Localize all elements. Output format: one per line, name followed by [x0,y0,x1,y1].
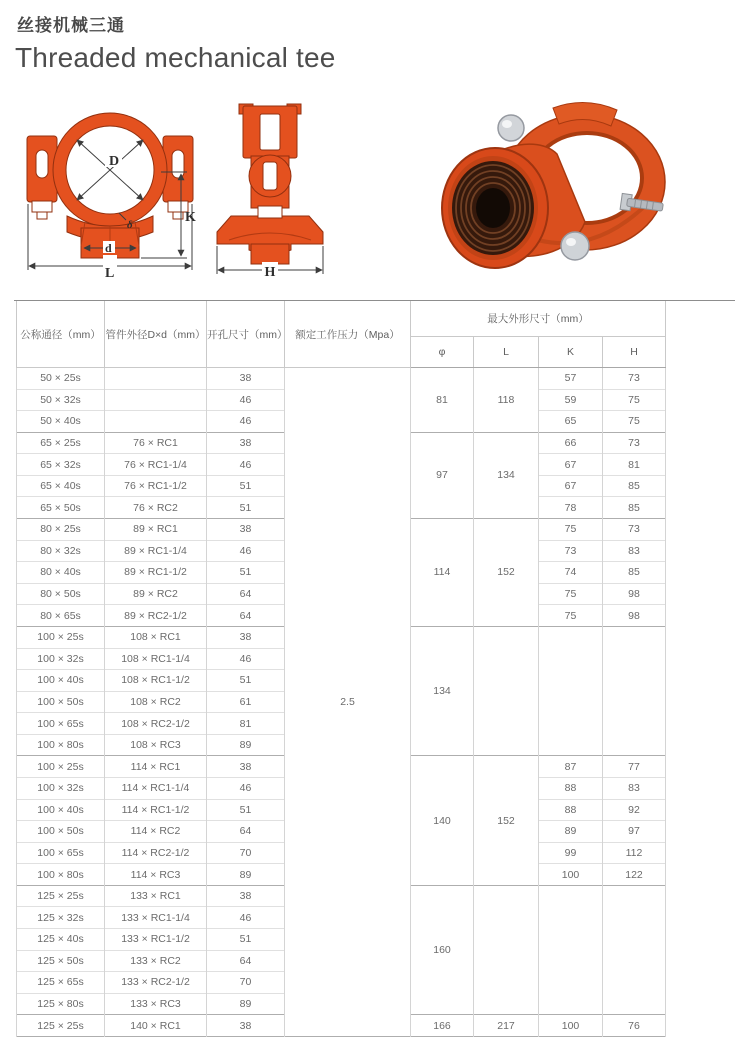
cell-h: 98 [603,605,666,627]
cell-k: 87 [539,756,603,778]
cell-hole-size: 64 [207,605,285,627]
cell-outer-diameter: 140 × RC1 [105,1015,207,1037]
cell-nominal-size: 100 × 40s [17,799,105,821]
cell-nominal-size: 65 × 32s [17,454,105,476]
cell-l: 152 [474,519,539,627]
cell-k: 73 [539,540,603,562]
cell-hole-size: 64 [207,821,285,843]
cell-l: 134 [474,432,539,518]
subheader-h: H [603,337,666,368]
cell-nominal-size: 100 × 65s [17,842,105,864]
cell-outer-diameter: 89 × RC1 [105,519,207,541]
header-working-pressure: 额定工作压力（Mpa） [285,301,411,368]
cell-hole-size: 61 [207,691,285,713]
cell-k: 100 [539,1015,603,1037]
cell-hole-size: 46 [207,454,285,476]
cell-h [603,885,666,1014]
cell-nominal-size: 50 × 25s [17,368,105,390]
cell-hole-size: 38 [207,885,285,907]
subheader-l: L [474,337,539,368]
cell-hole-size: 38 [207,368,285,390]
cell-k: 89 [539,821,603,843]
cell-hole-size: 70 [207,972,285,994]
cell-k: 57 [539,368,603,390]
table-header-row [17,301,666,337]
cell-nominal-size: 50 × 40s [17,411,105,433]
cell-h: 85 [603,475,666,497]
header-outer-diameter: 管件外径D×d（mm） [105,301,207,368]
cell-k: 67 [539,454,603,476]
dimension-label-H: H [264,265,276,280]
cell-outer-diameter: 133 × RC3 [105,993,207,1015]
cell-hole-size: 51 [207,497,285,519]
cell-outer-diameter: 133 × RC2-1/2 [105,972,207,994]
cell-hole-size: 51 [207,670,285,692]
cell-outer-diameter: 114 × RC1-1/2 [105,799,207,821]
subheader-k: K [539,337,603,368]
cell-hole-size: 38 [207,756,285,778]
cell-phi: 114 [411,519,474,627]
spec-table [16,301,666,1037]
cell-nominal-size: 100 × 25s [17,756,105,778]
cell-phi: 140 [411,756,474,885]
cell-h: 73 [603,432,666,454]
cell-k: 100 [539,864,603,886]
cell-k: 67 [539,475,603,497]
cell-k [539,885,603,1014]
cell-nominal-size: 125 × 32s [17,907,105,929]
cell-nominal-size: 80 × 50s [17,583,105,605]
cell-outer-diameter: 133 × RC1-1/4 [105,907,207,929]
cell-h [603,626,666,755]
product-photo [435,92,670,292]
cell-phi: 97 [411,432,474,518]
cell-k: 88 [539,799,603,821]
cell-hole-size: 38 [207,519,285,541]
cell-hole-size: 38 [207,432,285,454]
cell-outer-diameter: 108 × RC2-1/2 [105,713,207,735]
cell-phi: 160 [411,885,474,1014]
dimension-label-D: D [109,154,120,169]
bolt-top [498,115,524,141]
cell-outer-diameter: 108 × RC2 [105,691,207,713]
subheader-phi: φ [411,337,474,368]
cell-nominal-size: 100 × 50s [17,821,105,843]
cell-hole-size: 51 [207,929,285,951]
cell-k: 99 [539,842,603,864]
cell-h: 75 [603,389,666,411]
cell-outer-diameter: 76 × RC2 [105,497,207,519]
cell-outer-diameter: 133 × RC2 [105,950,207,972]
cell-nominal-size: 100 × 65s [17,713,105,735]
cell-k: 75 [539,605,603,627]
cell-l: 118 [474,368,539,433]
cell-nominal-size: 80 × 65s [17,605,105,627]
cell-k [539,626,603,755]
cell-outer-diameter: 108 × RC1-1/2 [105,670,207,692]
dimension-label-d: d [105,241,112,255]
cell-h: 83 [603,777,666,799]
cell-outer-diameter: 114 × RC1-1/4 [105,777,207,799]
cell-nominal-size: 65 × 40s [17,475,105,497]
cell-hole-size: 89 [207,734,285,756]
cell-nominal-size: 80 × 25s [17,519,105,541]
dimension-label-K: K [185,210,196,225]
cell-hole-size: 70 [207,842,285,864]
cell-nominal-size: 50 × 32s [17,389,105,411]
cell-hole-size: 46 [207,389,285,411]
header-hole-size: 开孔尺寸（mm） [207,301,285,368]
cell-hole-size: 89 [207,993,285,1015]
side-view-drawing [205,100,335,278]
cell-hole-size: 46 [207,540,285,562]
cell-outer-diameter: 89 × RC2-1/2 [105,605,207,627]
cell-h: 92 [603,799,666,821]
cell-outer-diameter: 114 × RC2 [105,821,207,843]
cell-hole-size: 51 [207,475,285,497]
cell-h: 97 [603,821,666,843]
bolt-bottom [561,232,589,260]
cell-hole-size: 51 [207,562,285,584]
dimension-label-L: L [105,266,115,281]
header-nominal-size: 公称通径（mm） [17,301,105,368]
cell-nominal-size: 100 × 32s [17,777,105,799]
cell-outer-diameter: 133 × RC1-1/2 [105,929,207,951]
cell-nominal-size: 100 × 50s [17,691,105,713]
cell-phi: 166 [411,1015,474,1037]
cell-outer-diameter: 89 × RC1-1/4 [105,540,207,562]
cell-l: 217 [474,1015,539,1037]
cell-hole-size: 46 [207,777,285,799]
cell-nominal-size: 125 × 65s [17,972,105,994]
cell-outer-diameter: 114 × RC3 [105,864,207,886]
cell-nominal-size: 125 × 25s [17,1015,105,1037]
table-row [17,368,666,390]
cell-h: 85 [603,562,666,584]
cell-outer-diameter: 89 × RC2 [105,583,207,605]
cell-outer-diameter: 114 × RC1 [105,756,207,778]
cell-nominal-size: 125 × 40s [17,929,105,951]
cell-nominal-size: 80 × 40s [17,562,105,584]
cell-nominal-size: 65 × 25s [17,432,105,454]
cell-nominal-size: 125 × 80s [17,993,105,1015]
cell-hole-size: 46 [207,907,285,929]
cell-h: 85 [603,497,666,519]
cell-outer-diameter: 114 × RC2-1/2 [105,842,207,864]
cell-h: 81 [603,454,666,476]
cell-hole-size: 81 [207,713,285,735]
cell-nominal-size: 80 × 32s [17,540,105,562]
cell-hole-size: 38 [207,626,285,648]
cell-outer-diameter [105,389,207,411]
cell-nominal-size: 100 × 80s [17,734,105,756]
cell-hole-size: 64 [207,950,285,972]
cell-k: 65 [539,411,603,433]
cell-h: 77 [603,756,666,778]
bolt-bottom-highlight [566,238,576,246]
cell-outer-diameter: 108 × RC3 [105,734,207,756]
cell-phi: 81 [411,368,474,433]
dimension-label-delta: δ [127,219,133,231]
cell-k: 75 [539,583,603,605]
cell-k: 78 [539,497,603,519]
cell-outer-diameter: 76 × RC1-1/4 [105,454,207,476]
page-title-zh: 丝接机械三通 [17,16,125,35]
cell-hole-size: 46 [207,648,285,670]
cell-k: 66 [539,432,603,454]
cell-outer-diameter: 133 × RC1 [105,885,207,907]
cell-h: 112 [603,842,666,864]
cell-outer-diameter: 108 × RC1 [105,626,207,648]
cell-h: 73 [603,519,666,541]
cell-k: 59 [539,389,603,411]
bore-depth [476,188,510,228]
cell-nominal-size: 125 × 25s [17,885,105,907]
cell-l [474,885,539,1014]
cell-hole-size: 46 [207,411,285,433]
bolt-top-highlight [502,120,512,128]
cell-phi: 134 [411,626,474,755]
cell-k: 75 [539,519,603,541]
cell-h: 73 [603,368,666,390]
cell-outer-diameter [105,411,207,433]
cell-l [474,626,539,755]
cell-h: 83 [603,540,666,562]
cell-nominal-size: 100 × 80s [17,864,105,886]
cell-h: 98 [603,583,666,605]
cell-hole-size: 38 [207,1015,285,1037]
page-title-en: Threaded mechanical tee [15,42,336,73]
cell-l: 152 [474,756,539,885]
front-view-drawing [15,100,205,281]
cell-hole-size: 64 [207,583,285,605]
cell-nominal-size: 100 × 25s [17,626,105,648]
cell-h: 122 [603,864,666,886]
cell-nominal-size: 65 × 50s [17,497,105,519]
cell-outer-diameter: 89 × RC1-1/2 [105,562,207,584]
cell-outer-diameter [105,368,207,390]
cell-k: 74 [539,562,603,584]
cell-h: 75 [603,411,666,433]
cell-k: 88 [539,777,603,799]
cell-outer-diameter: 76 × RC1-1/2 [105,475,207,497]
cell-nominal-size: 100 × 32s [17,648,105,670]
cell-outer-diameter: 108 × RC1-1/4 [105,648,207,670]
cell-pressure: 2.5 [285,368,411,1037]
cell-hole-size: 51 [207,799,285,821]
cell-h: 76 [603,1015,666,1037]
cell-nominal-size: 100 × 40s [17,670,105,692]
cell-outer-diameter: 76 × RC1 [105,432,207,454]
cell-nominal-size: 125 × 50s [17,950,105,972]
cell-hole-size: 89 [207,864,285,886]
header-max-dimensions: 最大外形尺寸（mm） [411,301,666,337]
